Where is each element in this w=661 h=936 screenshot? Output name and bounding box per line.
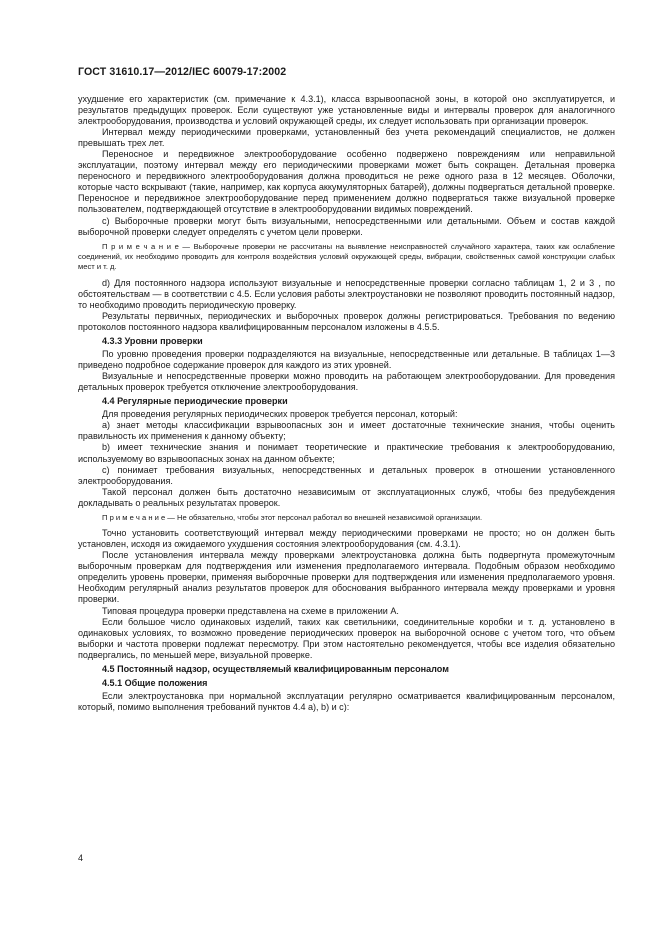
paragraph: Интервал между периодическими проверками, установленный без учета рекомендаций специалистов, не должен превышать трех лет. — [78, 127, 615, 149]
list-item: а) знает методы классификации взрывоопасных зон и имеет достаточные технические знания, чтобы оценить правильность их применения к данному объекту; — [78, 420, 615, 442]
paragraph: Переносное и передвижное электрооборудование особенно подвержено повреждениям или неправильной эксплуатации, поэтому интервал между его периодическими проверками может быть сокращен. Детальная проверка переносного и передвижного электрооборудования должна проводиться не реже одного раза в 12 месяцев. Оболочки, которые часто вскрывают (такие, например, как корпуса аккумуляторных батарей), должны подвергаться детальной проверке. Переносное и передвижное электрооборудование перед применением должно подвергаться также визуальной проверке пользователем, подтверждающей отсутствие в электрооборудовании видимых повреждений. — [78, 149, 615, 215]
section-heading: 4.5 Постоянный надзор, осуществляемый квалифицированным персоналом — [102, 663, 449, 674]
paragraph: с) Выборочные проверки могут быть визуальными, непосредственными или детальными. Объем и состав каждой выборочной проверки следует определять с учетом цели проверки. — [78, 215, 615, 237]
paragraph: Точно установить соответствующий интервал между периодическими проверками не просто; но он должен быть установлен, исходя из ожидаемого ухудшения состояния электрооборудования (см. 4.3.1). — [78, 528, 615, 550]
section-heading: 4.3.3 Уровни проверки — [102, 336, 203, 347]
paragraph: Результаты первичных, периодических и выборочных проверок должны регистрироваться. Требования по ведению протоколов постоянного надзора квалифицированным персоналом изложены в 4.5.5. — [78, 310, 615, 333]
paragraph: По уровню проведения проверки подразделяются на визуальные, непосредственные или детальные. В таблицах 1—3 приведено подробное содержание проверок для каждого из этих уровней. — [78, 349, 615, 371]
page-number: 4 — [78, 853, 84, 863]
paragraph: Если электроустановка при нормальной эксплуатации регулярно осматривается квалифицированным персоналом, который, помимо выполнения требований пунктов 4.4 а), b) и с): — [78, 690, 615, 712]
paragraph: Такой персонал должен быть достаточно независимым от эксплуатационных служб, чтобы без предубеждения докладывать о реальных результатах проверок. — [78, 486, 615, 508]
section-heading: 4.4 Регулярные периодические проверки — [102, 396, 288, 407]
list-item: b) имеет технические знания и понимает теоретические и практические требования к электрооборудованию, используемому во взрывоопасных зонах на данном объекте; — [78, 442, 615, 464]
paragraph: После установления интервала между проверками электроустановка должна быть подвергнута промежуточным выборочным проверкам для подтверждения или изменения предполагаемого интервала. Подобным образом необходимо определить уровень проверки, применяя выборочные проверки для подтверждения или изменения предполагаемого уровня. Необходим регулярный анализ результатов проверок для обоснования выбранного интервала между проверками и уровня проверки. — [78, 550, 615, 605]
page-header: ГОСТ 31610.17—2012/IEC 60079-17:2002 — [78, 66, 287, 78]
list-item: с) понимает требования визуальных, непосредственных и детальных проверок в отношении установленного электрооборудования. — [78, 464, 615, 486]
paragraph: d) Для постоянного надзора используют визуальные и непосредственные проверки согласно таблицам 1, 2 и 3 , по обстоятельствам — в соответствии с 4.5. Если условия работы электроустановки не позволяют проводить постоянный надзор, то необходимо проводить периодическую проверку. — [78, 277, 615, 310]
paragraph: Если большое число одинаковых изделий, таких как светильники, соединительные коробки и т. д. установлено в одинаковых условиях, то возможно проведение периодических проверок на выборочной основе с учетом того, что объем выборки и частота проверки подлежат пересмотру. При этом настоятельно рекомендуется, чтобы все изделия обязательно подвергались, по меньшей мере, визуальной проверке. — [78, 616, 615, 660]
paragraph: Визуальные и непосредственные проверки можно проводить на работающем электрооборудовании. Для проведения детальных проверок требуется отключение электрооборудования. — [78, 371, 615, 393]
paragraph: ухудшение его характеристик (см. примечание к 4.3.1), класса взрывоопасной зоны, в которой оно эксплуатируется, и результатов предыдущих проверок. Если существуют уже установленные виды и интервалы проверок для аналогичного электрооборудования, производства и условий окружающей среды, их следует использовать при организации проверок. — [78, 94, 615, 127]
page-body — [78, 94, 615, 713]
paragraph: Для проведения регулярных периодических проверок требуется персонал, который: — [102, 409, 458, 420]
note: П р и м е ч а н и е — Выборочные проверки не рассчитаны на выявление неисправностей случайного характера, таких как ослабление соединений, их необходимо проводить для контроля воздействия условий окружающей среды, вибрации, свойственных самой конструкции слабых мест и т. д. — [78, 241, 615, 272]
note: П р и м е ч а н и е — Не обязательно, чтобы этот персонал работал во внешней независимой организации. — [102, 512, 483, 522]
section-heading: 4.5.1 Общие положения — [102, 677, 208, 688]
paragraph: Типовая процедура проверки представлена на схеме в приложении А. — [102, 605, 399, 616]
